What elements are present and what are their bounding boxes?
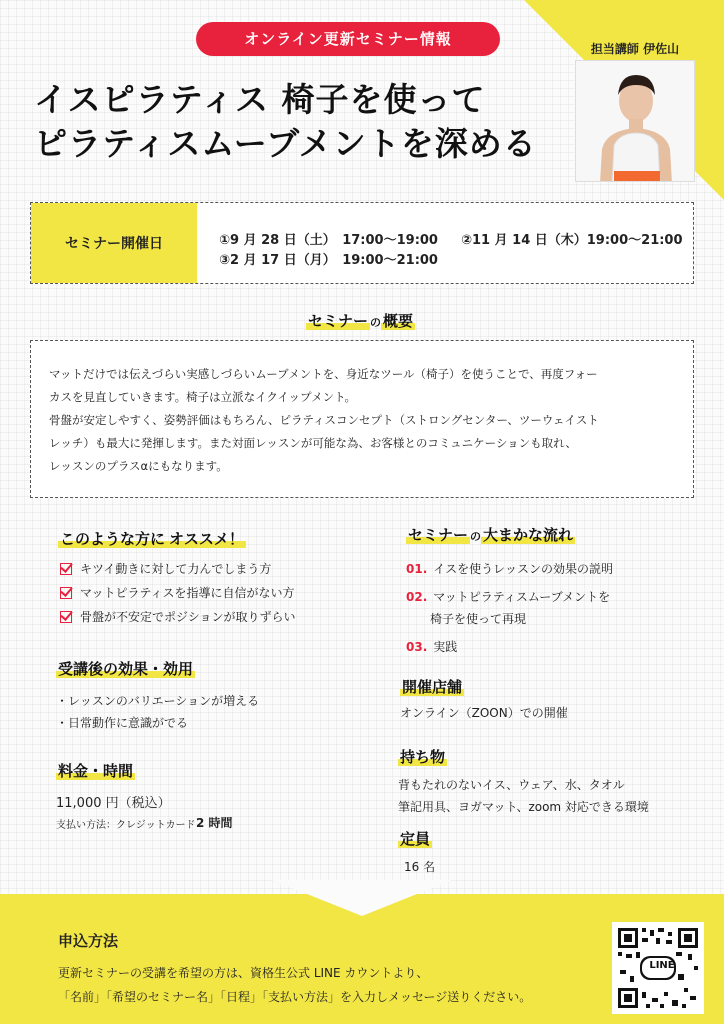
application-text: 更新セミナーの受講を希望の方は、資格生公式 LINE カウントより、 — [58, 966, 429, 980]
flow-item-number: 01. — [406, 562, 428, 576]
belongings-line: 背もたれのないイス、ウェア、水、タオル — [398, 778, 625, 792]
seminar-date-1: ①9 月 28 日（土） 17:00〜19:00 — [219, 233, 438, 248]
flow-title-b: の — [470, 530, 482, 543]
qr-line-label: LINE — [649, 960, 675, 971]
belongings-title: 持ち物 — [400, 748, 446, 766]
checkbox-icon — [60, 587, 72, 599]
flow-item-text: 実践 — [433, 640, 458, 654]
checkbox-icon — [60, 563, 72, 575]
seminar-dates-label: セミナー開催日 — [31, 203, 197, 283]
flow-title-a: セミナー — [408, 526, 469, 544]
recommend-title-b: オススメ！ — [169, 530, 244, 548]
flow-title — [406, 524, 575, 545]
title-line-1: イスピラティス 椅子を使って — [34, 80, 486, 119]
overview-title-mid: の — [370, 316, 382, 329]
seminar-date-2: ②11 月 14 日（木）19:00〜21:00 — [461, 233, 683, 248]
effects-title: 受講後の効果・効用 — [58, 660, 194, 678]
overview-line: 骨盤が安定しやすく、姿勢評価はもちろん、ピラティスコンセプト（ストロングセンター、ツーウェイスト — [49, 413, 599, 427]
venue-title: 開催店舗 — [402, 678, 463, 696]
recommend-title — [58, 528, 246, 549]
application-title: 申込方法 — [58, 932, 119, 950]
recommend-item: マットピラティスを指導に自信がない方 — [60, 584, 295, 601]
line-qr-code[interactable] — [612, 922, 704, 1014]
overview-line: カスを見直していきます。椅子は立派なイクイップメント。 — [49, 390, 357, 404]
flow-item-number: 02. — [406, 590, 428, 604]
recommend-item: 骨盤が不安定でポジションが取りずらい — [60, 608, 295, 625]
instructor-photo-illustration — [576, 61, 695, 182]
overview-line: レッスンのプラスαにもなります。 — [49, 459, 228, 473]
flow-item-text: マットピラティスムーブメントを — [433, 590, 611, 604]
page-title — [34, 78, 537, 166]
fee-price: 11,000 円（税込） — [56, 796, 171, 811]
capacity-value: 16 名 — [404, 860, 436, 874]
fee-title: 料金・時間 — [58, 762, 134, 780]
overview-title-suffix: 概要 — [383, 312, 414, 330]
flow-item-text: イスを使うレッスンの効果の説明 — [433, 562, 614, 576]
belongings-line: 筆記用具、ヨガマット、zoom 対応できる環境 — [398, 800, 649, 814]
flow-item — [406, 560, 613, 577]
footer-notch — [272, 880, 452, 916]
recommend-item: キツイ動きに対して力んでしまう方 — [60, 560, 271, 577]
flow-item-text-cont: 椅子を使って再現 — [430, 612, 527, 626]
seminar-badge: オンライン更新セミナー情報 — [196, 22, 500, 56]
effects-item: ・日常動作に意識がでる — [56, 716, 189, 730]
effects-item: ・レッスンのバリエーションが増える — [56, 694, 260, 708]
overview-title-prefix: セミナー — [308, 312, 369, 330]
fee-payment: 支払い方法：クレジットカード — [56, 820, 196, 831]
checkbox-icon — [60, 611, 72, 623]
seminar-date-3: ③2 月 17 日（月） 19:00〜21:00 — [219, 253, 438, 268]
instructor-label: 担当講師 伊佐山 — [590, 42, 680, 56]
application-text: 「名前」「希望のセミナー名」「日程」「支払い方法」を入力しメッセージ送りください。 — [58, 990, 532, 1004]
capacity-title: 定員 — [400, 830, 431, 848]
overview-title — [306, 310, 415, 331]
fee-duration: 2 時間 — [196, 816, 233, 830]
venue-text: オンライン（ZOON）での開催 — [400, 706, 568, 720]
recommend-title-a: このような方に — [60, 530, 166, 548]
title-line-2: ピラティスムーブメントを深める — [34, 124, 537, 163]
seminar-dates-box — [30, 202, 694, 284]
overview-box — [30, 340, 694, 498]
flow-title-c: 大まかな流れ — [483, 526, 574, 544]
flow-item — [406, 638, 457, 655]
flow-item — [406, 588, 610, 605]
instructor-photo — [575, 60, 695, 182]
flow-item-number: 03. — [406, 640, 428, 654]
overview-line: マットだけでは伝えづらい実感しづらいムーブメントを、身近なツール（椅子）を使うことで、再度フォー — [49, 367, 598, 381]
overview-line: レッチ）も最大に発揮します。また対面レッスンが可能な為、お客様とのコミュニケーションも取れ、 — [49, 436, 577, 450]
